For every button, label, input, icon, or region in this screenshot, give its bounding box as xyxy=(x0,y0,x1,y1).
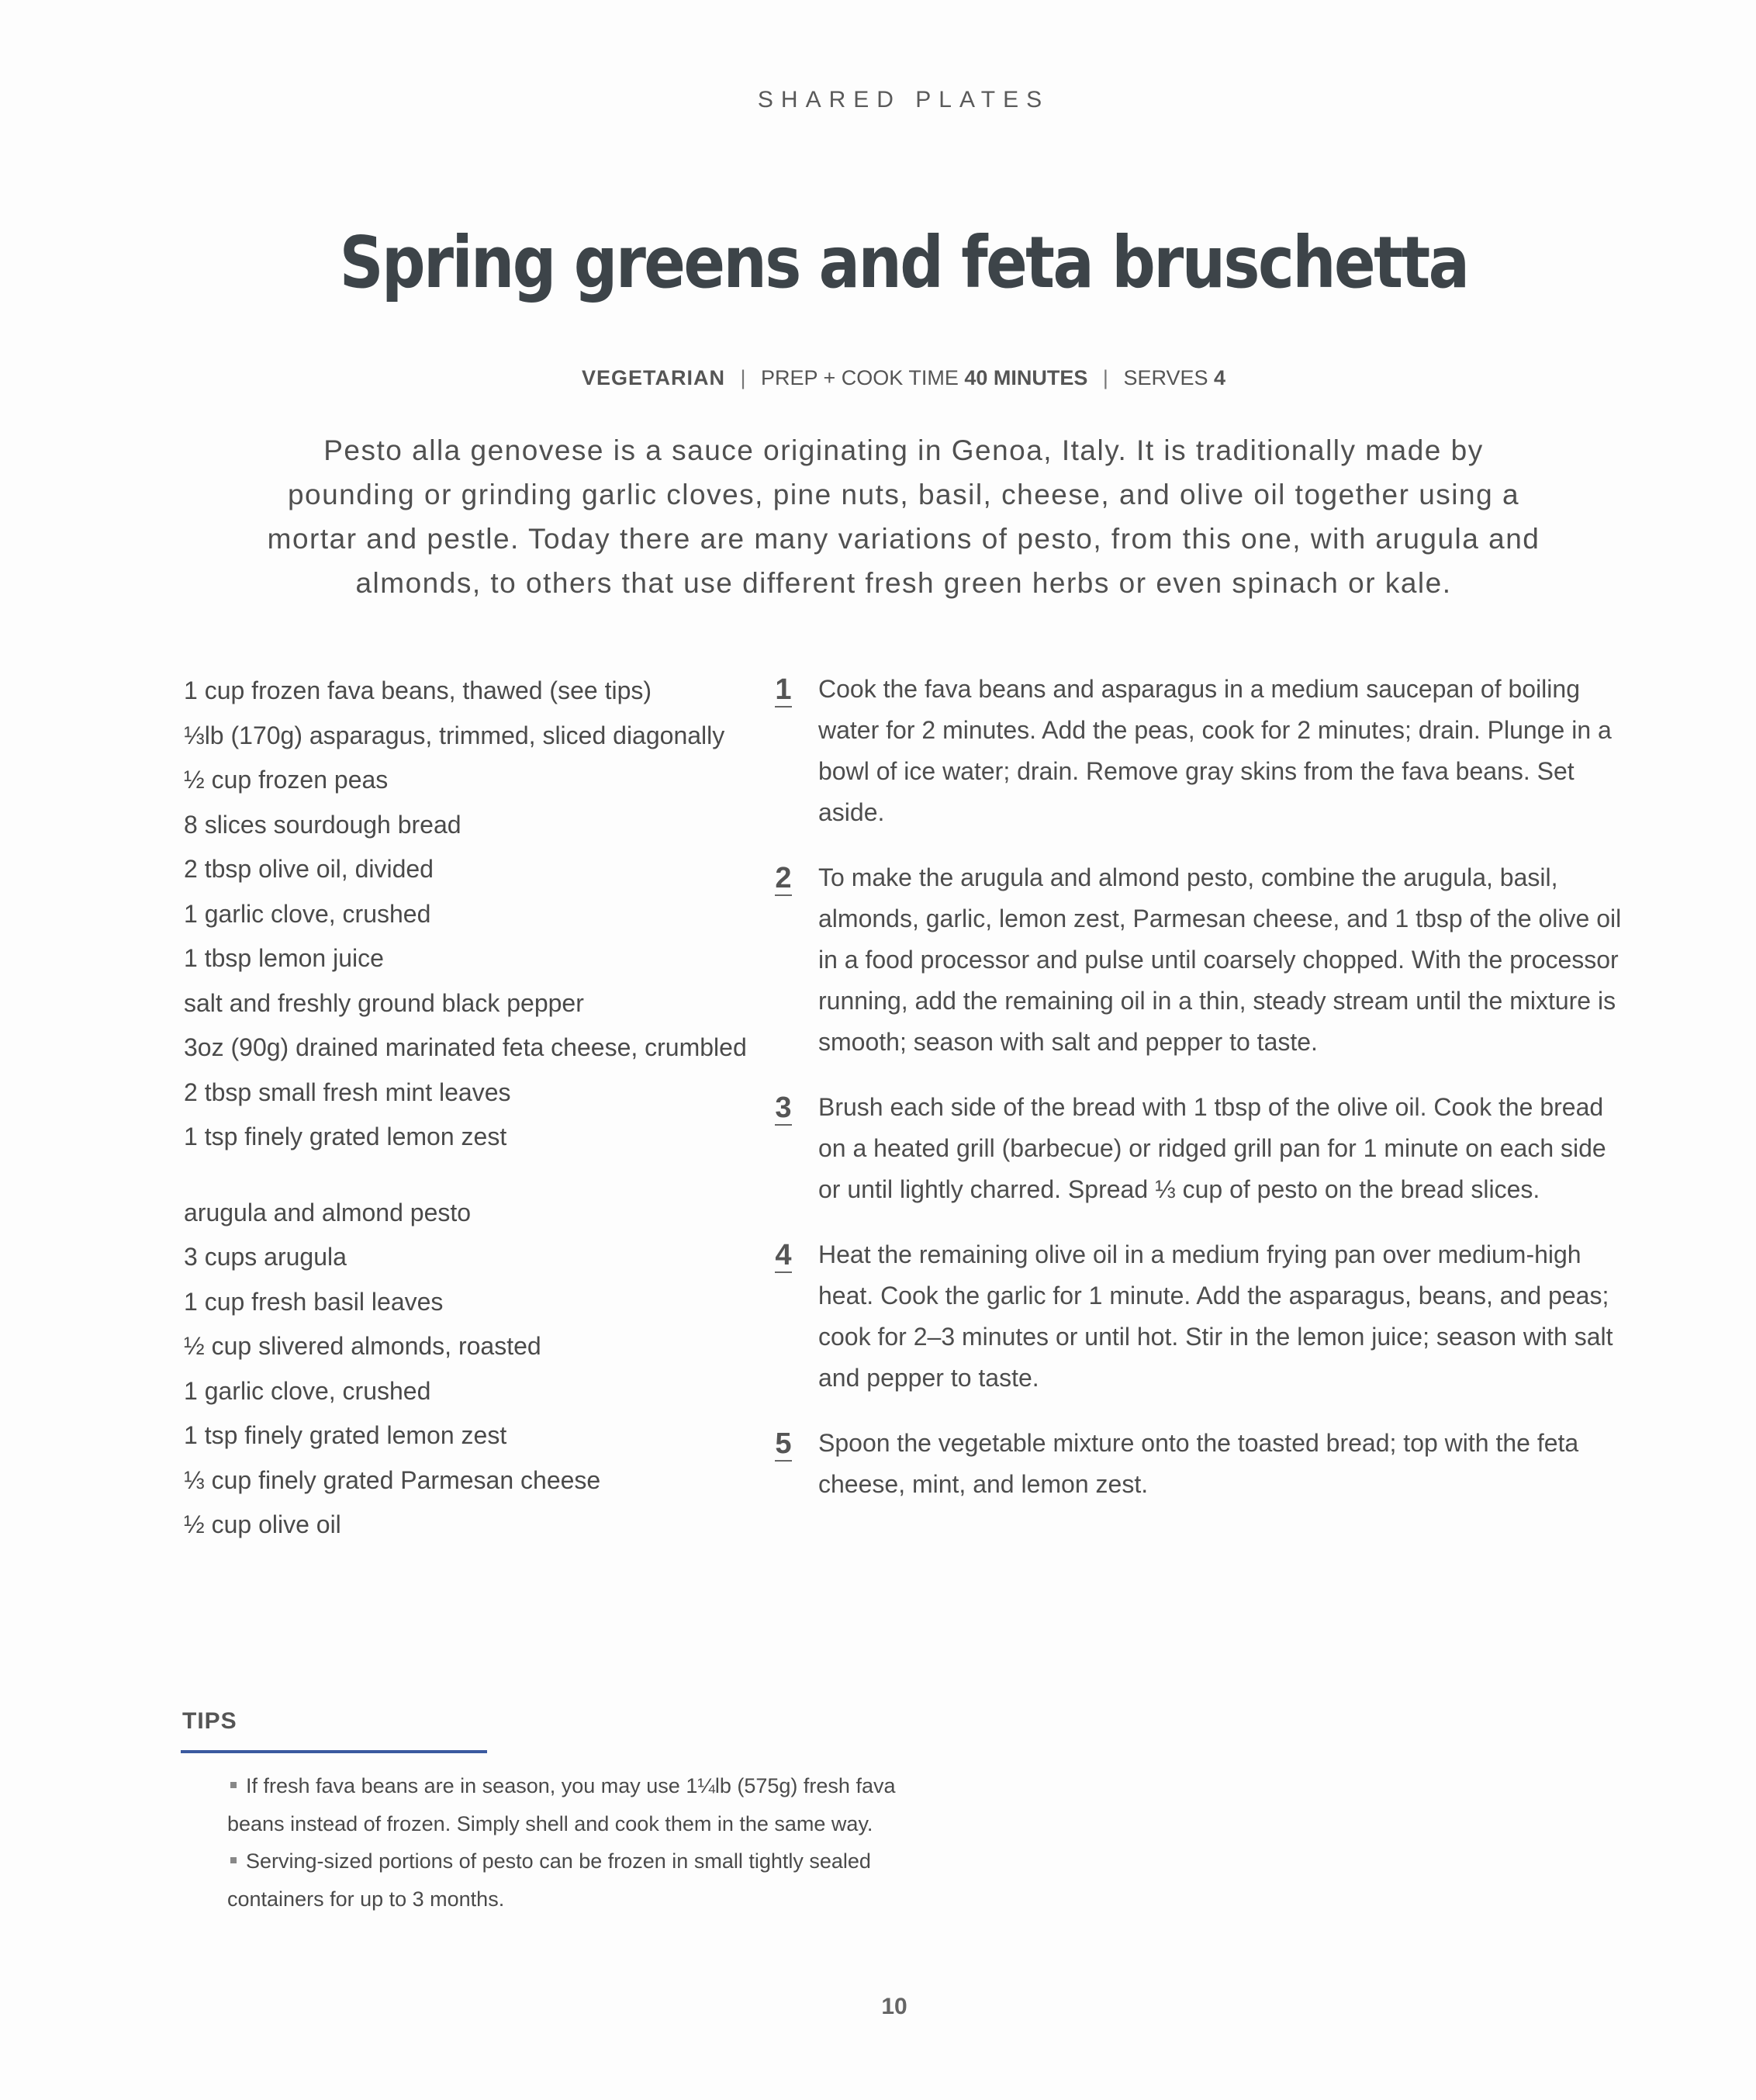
ingredient-item: 3oz (90g) drained marinated feta cheese, crumbled xyxy=(184,1033,747,1061)
prep-label: PREP + COOK TIME xyxy=(761,366,959,389)
tip-text: If fresh fava beans are in season, you may use 1¼lb (575g) fresh fava beans instead of frozen. Simply shell and cook them in the same way. xyxy=(227,1774,896,1835)
recipe-title: Spring greens and feta bruschetta xyxy=(339,221,1468,304)
step-number: 3 xyxy=(775,1092,792,1124)
running-head: SHARED PLATES xyxy=(757,87,1050,112)
prep-value: 40 MINUTES xyxy=(964,366,1088,389)
recipe-intro: Pesto alla genovese is a sauce originating in Genoa, Italy. It is traditionally made by pounding or grinding garlic cloves, pine nuts, basil, cheese, and olive oil together using a mortar and pestle. Today there are many variations of pesto, from this one, with arugula and almonds, to others that use different fresh green herbs or even spinach or kale. xyxy=(267,434,1540,599)
ingredient-item: 1 tsp finely grated lemon zest xyxy=(184,1123,507,1150)
bullet-icon xyxy=(230,1857,237,1863)
ingredient-item: 2 tbsp small fresh mint leaves xyxy=(184,1078,511,1106)
ingredients-column xyxy=(184,669,773,1548)
ingredient-item: 1 garlic clove, crushed xyxy=(184,899,431,928)
method-step xyxy=(772,669,1625,833)
serves-value: 4 xyxy=(1214,366,1226,389)
serves-label: SERVES xyxy=(1123,366,1208,389)
ingredient-item: ½ cup olive oil xyxy=(184,1510,341,1538)
bullet-icon xyxy=(230,1782,237,1788)
method-column xyxy=(772,669,1625,1529)
page-number: 10 xyxy=(881,1994,907,2019)
ingredient-item: 1 tsp finely grated lemon zest xyxy=(184,1421,507,1449)
tips-divider xyxy=(181,1750,487,1753)
ingredient-item: 1 cup fresh basil leaves xyxy=(184,1287,444,1316)
method-step xyxy=(772,1087,1625,1210)
method-step xyxy=(772,1234,1625,1399)
ingredient-item: ⅓lb (170g) asparagus, trimmed, sliced diagonally xyxy=(184,721,725,749)
diet-tag: VEGETARIAN xyxy=(581,366,725,389)
step-text: Cook the fava beans and asparagus in a medium saucepan of boiling water for 2 minutes. Add the peas, cook for 2 minutes; drain. Plunge in a bowl of ice water; drain. Remove gray skins from the fava beans. Set aside. xyxy=(818,675,1612,826)
tips-list xyxy=(227,1767,910,1918)
step-number: 5 xyxy=(775,1427,792,1460)
ingredient-item: 2 tbsp olive oil, divided xyxy=(184,855,434,883)
meta-divider: | xyxy=(740,366,746,389)
ingredient-item: 8 slices sourdough bread xyxy=(184,810,461,839)
meta-divider: | xyxy=(1102,366,1108,389)
step-text: To make the arugula and almond pesto, combine the arugula, basil, almonds, garlic, lemon zest, Parmesan cheese, and 1 tbsp of the olive oil in a food processor and pulse until coarsely chopped. With the processor running, add the remaining oil in a thin, steady stream until the mixture is smooth; season with salt and pepper to taste. xyxy=(818,863,1622,1056)
ingredient-item: 1 garlic clove, crushed xyxy=(184,1376,431,1405)
ingredient-item: ½ cup frozen peas xyxy=(184,766,389,794)
method-step xyxy=(772,1423,1625,1505)
step-number: 2 xyxy=(775,862,792,894)
tip-item xyxy=(227,1767,910,1842)
step-number: 4 xyxy=(775,1239,792,1271)
ingredient-item: 3 cups arugula xyxy=(184,1243,347,1271)
tip-text: Serving-sized portions of pesto can be frozen in small tightly sealed containers for up to 3 months. xyxy=(227,1849,871,1911)
method-step xyxy=(772,857,1625,1063)
tip-item xyxy=(227,1842,910,1918)
step-text: Heat the remaining olive oil in a medium frying pan over medium-high heat. Cook the garlic for 1 minute. Add the asparagus, beans, and peas; cook for 2–3 minutes or until hot. Stir in the lemon juice; season with salt and pepper to taste. xyxy=(818,1240,1613,1392)
step-number: 1 xyxy=(775,673,792,706)
step-text: Spoon the vegetable mixture onto the toasted bread; top with the feta cheese, mint, and lemon zest. xyxy=(818,1429,1579,1498)
pesto-heading: arugula and almond pesto xyxy=(184,1198,472,1226)
ingredient-item: 1 tbsp lemon juice xyxy=(184,944,384,972)
ingredient-item: salt and freshly ground black pepper xyxy=(184,988,584,1017)
ingredient-item: ½ cup slivered almonds, roasted xyxy=(184,1332,541,1360)
ingredient-item: ⅓ cup finely grated Parmesan cheese xyxy=(184,1465,601,1494)
tips-heading: TIPS xyxy=(182,1708,237,1734)
ingredient-item: 1 cup frozen fava beans, thawed (see tips) xyxy=(184,676,652,704)
step-text: Brush each side of the bread with 1 tbsp of the olive oil. Cook the bread on a heated grill (barbecue) or ridged grill pan for 1 minute on each side or until lightly charred. Spread ⅓ cup of pesto on the bread slices. xyxy=(818,1093,1606,1203)
recipe-meta xyxy=(0,366,1756,390)
ingredients-list xyxy=(184,669,773,1160)
pesto-ingredients-list xyxy=(184,1235,773,1548)
